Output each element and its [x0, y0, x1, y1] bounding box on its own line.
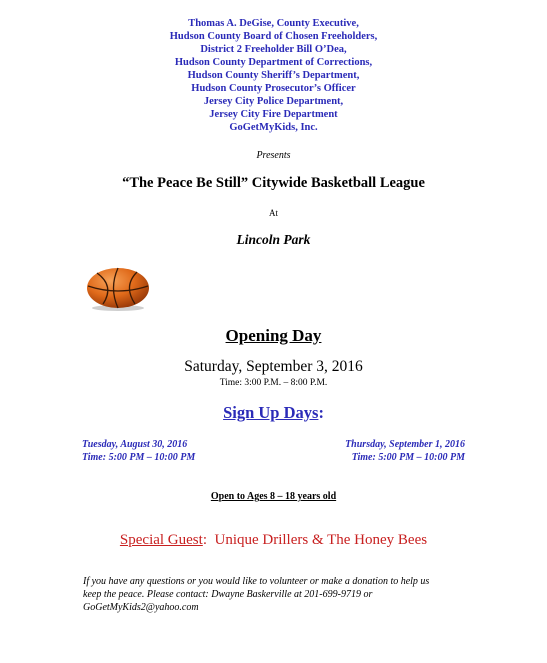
basketball-icon — [85, 266, 151, 312]
contact-line: keep the peace. Please contact: Dwayne Baskerville at 201-699-9719 or — [83, 589, 373, 600]
sign-up-heading — [0, 403, 547, 423]
contact-email: GoGetMyKids2@yahoo.com — [83, 602, 199, 613]
sponsor-line: Thomas A. DeGise, County Executive, — [188, 18, 359, 29]
age-range: Open to Ages 8 – 18 years old — [210, 491, 337, 502]
contact-line: If you have any questions or you would like to volunteer or make a donation to help us — [83, 576, 430, 587]
sign-up-day-time: Time: 5:00 PM – 10:00 PM — [82, 452, 196, 463]
opening-day-date: Saturday, September 3, 2016 — [184, 358, 363, 375]
sign-up-day-2 — [345, 438, 465, 464]
presents-text: Presents — [256, 150, 291, 161]
at-text: At — [269, 208, 278, 218]
sign-up-day-time: Time: 5:00 PM – 10:00 PM — [351, 452, 465, 463]
sponsor-list — [0, 17, 547, 134]
sign-up-day-date: Tuesday, August 30, 2016 — [82, 439, 188, 450]
sponsor-line: District 2 Freeholder Bill O’Dea, — [200, 44, 347, 55]
sponsor-line: Hudson County Board of Chosen Freeholders, — [169, 31, 378, 42]
sign-up-day-date: Thursday, September 1, 2016 — [345, 439, 465, 450]
special-guest-label: Special Guest — [119, 532, 203, 548]
sponsor-line: Jersey City Police Department, — [203, 96, 344, 107]
venue-name: Lincoln Park — [236, 232, 311, 247]
contact-info — [83, 575, 483, 614]
sign-up-day-1 — [82, 438, 195, 464]
sponsor-line: Hudson County Department of Corrections, — [174, 57, 373, 68]
sponsor-line: Hudson County Prosecutor’s Officer — [191, 83, 356, 94]
sponsor-line: Jersey City Fire Department — [209, 109, 338, 120]
opening-day-time: Time: 3:00 P.M. – 8:00 P.M. — [219, 378, 328, 388]
sponsor-line: Hudson County Sheriff’s Department, — [187, 70, 360, 81]
league-title: “The Peace Be Still” Citywide Basketball League — [122, 175, 425, 191]
special-guest-colon: : — [202, 532, 207, 548]
sign-up-heading-text: Sign Up Days — [223, 403, 319, 422]
sponsor-line: GoGetMyKids, Inc. — [229, 122, 318, 133]
opening-day-heading: Opening Day — [225, 326, 322, 345]
special-guest — [0, 532, 547, 549]
special-guest-names: Unique Drillers & The Honey Bees — [214, 532, 428, 548]
sign-up-colon: : — [318, 403, 324, 422]
